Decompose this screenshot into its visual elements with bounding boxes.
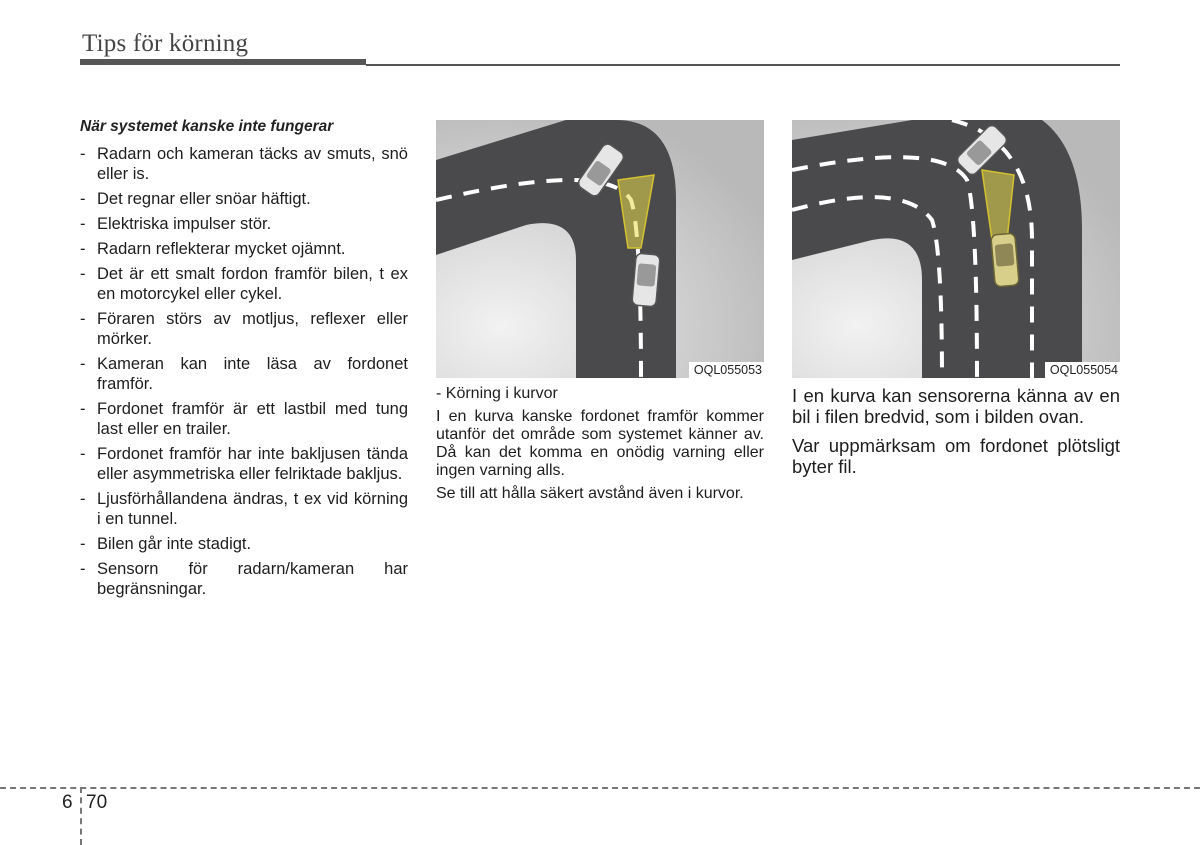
left-column — [80, 118, 408, 604]
list-item: - Sensorn för radarn/kameran har begränsningar. — [80, 560, 408, 598]
paragraph: I en kurva kanske fordonet framför kommer utanför det område som systemet känner av. Då kan det komma en onödig varning eller ingen varning alls. — [436, 408, 764, 479]
list-item: - Det regnar eller snöar häftigt. — [80, 190, 311, 208]
header-rule-thin — [366, 64, 1120, 66]
figure-code: OQL055054 — [1045, 362, 1120, 378]
footer-vertical-divider — [80, 787, 82, 845]
section-heading: När systemet kanske inte fungerar — [80, 118, 334, 135]
figure-curve-adjacent-lane — [792, 120, 1120, 378]
paragraph: I en kurva kan sensorerna känna av en bil i filen bredvid, som i bilden ovan. — [792, 385, 1120, 427]
middle-column — [436, 385, 764, 508]
header-rule-thick — [80, 59, 366, 65]
footer-divider — [0, 787, 1200, 789]
list-item: - Det är ett smalt fordon framför bilen, t ex en motorcykel eller cykel. — [80, 265, 408, 303]
list-item: - Kameran kan inte läsa av fordonet framför. — [80, 355, 408, 393]
limitations-list — [80, 144, 408, 599]
chapter-number: 6 — [62, 792, 73, 813]
list-item: - Radarn reflekterar mycket ojämnt. — [80, 240, 346, 258]
list-item: - Ljusförhållandena ändras, t ex vid körning i en tunnel. — [80, 490, 408, 528]
list-item: - Fordonet framför är ett lastbil med tung last eller en trailer. — [80, 400, 408, 438]
list-item: - Bilen går inte stadigt. — [80, 535, 252, 553]
right-column — [792, 385, 1120, 485]
figure-code: OQL055053 — [689, 362, 764, 378]
page-header-title: Tips för körning — [82, 30, 249, 57]
curve-road-adjacent-lane-illustration — [792, 120, 1120, 378]
paragraph: Se till att hålla säkert avstånd även i kurvor. — [436, 485, 744, 502]
curve-road-same-lane-illustration — [436, 120, 764, 378]
list-item: - Fordonet framför har inte bakljusen tända eller asymmetriska eller felriktade bakljus. — [80, 445, 408, 483]
paragraph: Var uppmärksam om fordonet plötsligt byter fil. — [792, 435, 1120, 477]
list-item: - Radarn och kameran täcks av smuts, snö eller is. — [80, 145, 408, 183]
list-item: - Elektriska impulser stör. — [80, 215, 272, 233]
figure-curve-same-lane — [436, 120, 764, 378]
page-number: 70 — [86, 792, 108, 813]
list-item: - Föraren störs av motljus, reflexer eller mörker. — [80, 310, 408, 348]
figure-caption: - Körning i kurvor — [436, 385, 558, 402]
